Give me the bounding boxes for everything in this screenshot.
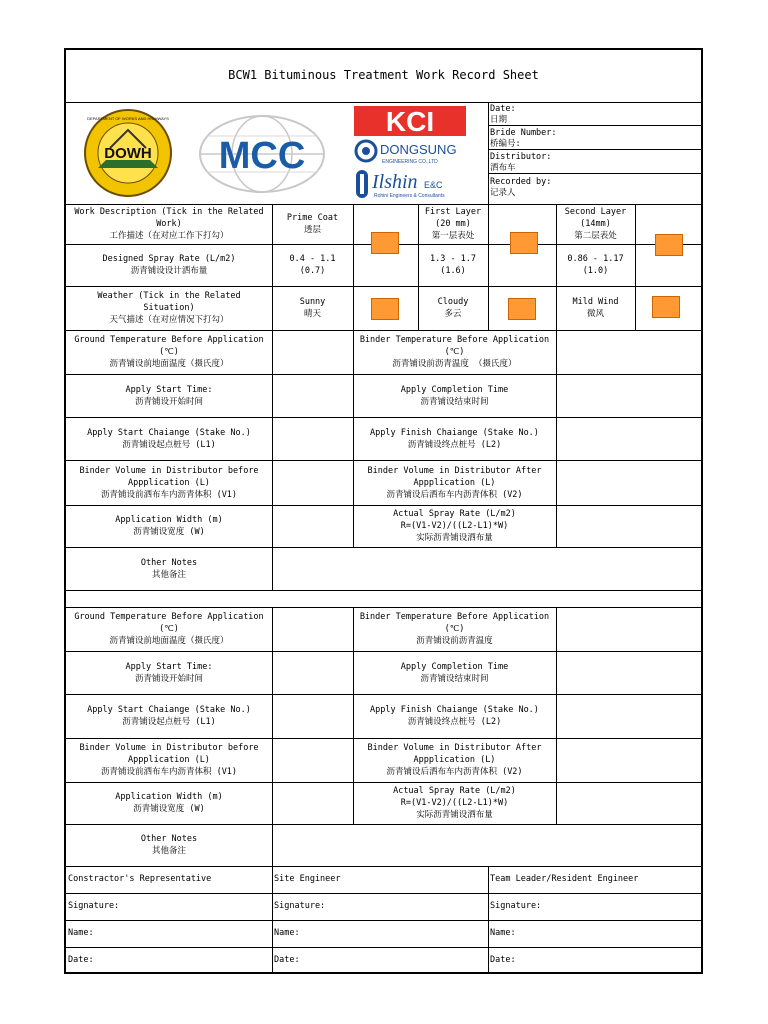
- s2-binder-temp-label: Binder Temperature Before Application (℃) 沥青铺设前沥青温度: [359, 612, 550, 646]
- weather-label: Weather (Tick in the Related Situation) 天气描述（在对应情况下打勾）: [97, 291, 241, 325]
- contractor-date-label: Date:: [68, 955, 94, 965]
- mcc-logo: [196, 112, 328, 196]
- contractor-name-label: Name:: [68, 928, 94, 938]
- bridge-number-label: Bride Number:: [490, 128, 557, 138]
- s2-other-notes-label: Other Notes 其他备注: [140, 834, 198, 856]
- s1-actual-rate-label: Actual Spray Rate (L/m2) R=(V1-V2)/((L2-L1)*W) 实际沥青铺设洒布量: [393, 509, 516, 543]
- date-label: Date:: [490, 104, 516, 114]
- s1-start-time-label: Apply Start Time: 沥青铺设开始时间: [125, 384, 213, 407]
- team-leader-date-label: Date:: [490, 955, 516, 965]
- prime-coat-tick-box[interactable]: [371, 232, 399, 254]
- dongsung-logo: [354, 138, 466, 166]
- s2-start-time-label: Apply Start Time: 沥青铺设开始时间: [125, 661, 213, 684]
- weather-cloudy-label: Cloudy 多云: [437, 297, 469, 319]
- ilshin-logo-suffix: E&C: [424, 180, 443, 190]
- designed-spray-rate-label: Designed Spray Rate (L/m2) 沥青铺设设计洒布量: [102, 254, 236, 276]
- recorded-by-label: Recorded by:: [490, 177, 552, 187]
- sheet-title: BCW1 Bituminous Treatment Work Record Sheet: [228, 68, 539, 82]
- ilshin-logo: [354, 168, 466, 200]
- s1-finish-chainage-label: Apply Finish Chaiange (Stake No.) 沥青铺设终点桩号 (L2): [370, 427, 539, 450]
- dongsung-logo-text: DONGSUNG: [380, 142, 457, 157]
- second-layer-tick-box[interactable]: [655, 234, 683, 256]
- s1-completion-time-label: Apply Completion Time 沥青铺设结束时间: [400, 384, 509, 407]
- s1-ground-temp-label: Ground Temperature Before Application (℃) 沥青铺设前地面温度（摄氏度）: [74, 335, 264, 369]
- team-leader-label: Team Leader/Resident Engineer: [490, 874, 639, 884]
- s1-volume-before-label: Binder Volume in Distributor before Appplication (L) 沥青铺设前洒布车内沥青体积 (V1): [79, 465, 259, 500]
- weather-mild-wind-label: Mild Wind 微风: [572, 297, 619, 319]
- kci-logo: [354, 106, 466, 136]
- ilshin-logo-subtext: Rohini Engineers & Consultants: [374, 193, 445, 199]
- first-layer-spray-rate: 1.3 - 1.7 (1.6): [429, 254, 477, 276]
- date-label-cn: 日期: [490, 115, 508, 125]
- recorded-by-label-cn: 记录人: [490, 188, 516, 198]
- s2-volume-before-label: Binder Volume in Distributor before Appplication (L) 沥青铺设前洒布车内沥青体积 (V1): [79, 743, 259, 777]
- cloudy-tick-box[interactable]: [508, 298, 536, 320]
- dowh-ring-text: DEPARTMENT OF WORKS AND HIGHWAYS: [87, 116, 169, 121]
- dowh-logo: [80, 108, 176, 198]
- s1-start-chainage-label: Apply Start Chaiange (Stake No.) 沥青铺设起点桩号 (L1): [87, 427, 251, 450]
- team-leader-signature-label: Signature:: [490, 901, 542, 911]
- second-layer-label: Second Layer (14mm) 第二层表处: [564, 207, 627, 241]
- site-engineer-signature-label: Signature:: [274, 901, 326, 911]
- site-engineer-name-label: Name:: [274, 928, 300, 938]
- s1-other-notes-label: Other Notes 其他备注: [140, 557, 198, 580]
- prime-coat-label: Prime Coat 透层: [286, 213, 339, 235]
- distributor-label-cn: 洒布车: [490, 163, 516, 173]
- second-layer-spray-rate: 0.86 - 1.17 (1.0): [567, 254, 624, 276]
- mild-wind-tick-box[interactable]: [652, 296, 680, 318]
- weather-sunny-label: Sunny 晴天: [299, 297, 326, 319]
- s2-width-label: Application Width (m) 沥青铺设宽度 (W): [115, 792, 223, 814]
- mcc-logo-text: MCC: [218, 135, 306, 177]
- s2-ground-temp-label: Ground Temperature Before Application (℃) 沥青铺设前地面温度（摄氏度）: [74, 612, 264, 646]
- first-layer-label: First Layer (20 mm) 第一层表处: [424, 207, 482, 241]
- s1-width-label: Application Width (m) 沥青铺设宽度 (W): [115, 515, 223, 537]
- first-layer-tick-box[interactable]: [510, 232, 538, 254]
- site-engineer-label: Site Engineer: [274, 874, 341, 884]
- bridge-number-label-cn: 桥编号:: [490, 139, 521, 149]
- sunny-tick-box[interactable]: [371, 298, 399, 320]
- record-sheet: [64, 48, 703, 974]
- s2-actual-rate-label: Actual Spray Rate (L/m2) R=(V1-V2)/((L2-L1)*W) 实际沥青铺设洒布量: [393, 786, 516, 820]
- work-description-label: Work Description (Tick in the Related Work) 工作描述（在对应工作下打勾）: [74, 207, 264, 241]
- team-leader-name-label: Name:: [490, 928, 516, 938]
- s1-volume-after-label: Binder Volume in Distributor After Appplication (L) 沥青铺设后洒布车内沥青体积 (V2): [367, 465, 542, 500]
- prime-spray-rate: 0.4 - 1.1 (0.7): [289, 254, 336, 276]
- site-engineer-date-label: Date:: [274, 955, 300, 965]
- s2-volume-after-label: Binder Volume in Distributor After Appplication (L) 沥青铺设后洒布车内沥青体积 (V2): [367, 743, 542, 777]
- s2-finish-chainage-label: Apply Finish Chaiange (Stake No.) 沥青铺设终点桩号 (L2): [370, 705, 539, 727]
- contractor-signature-label: Signature:: [68, 901, 120, 911]
- ilshin-logo-text: Ilshin: [372, 171, 418, 193]
- s1-binder-temp-label: Binder Temperature Before Application (℃) 沥青铺设前沥青温度 （摄氏度）: [359, 335, 550, 369]
- dongsung-logo-subtext: ENGINEERING CO.,LTD: [382, 159, 438, 165]
- dowh-logo-text: DOWH: [104, 145, 152, 162]
- s2-start-chainage-label: Apply Start Chaiange (Stake No.) 沥青铺设起点桩号 (L1): [87, 705, 251, 727]
- contractor-rep-label: Constractor's Representative: [68, 874, 212, 884]
- kci-logo-text: KCI: [385, 106, 435, 136]
- s2-completion-time-label: Apply Completion Time 沥青铺设结束时间: [400, 661, 509, 684]
- distributor-label: Distributor:: [490, 152, 552, 162]
